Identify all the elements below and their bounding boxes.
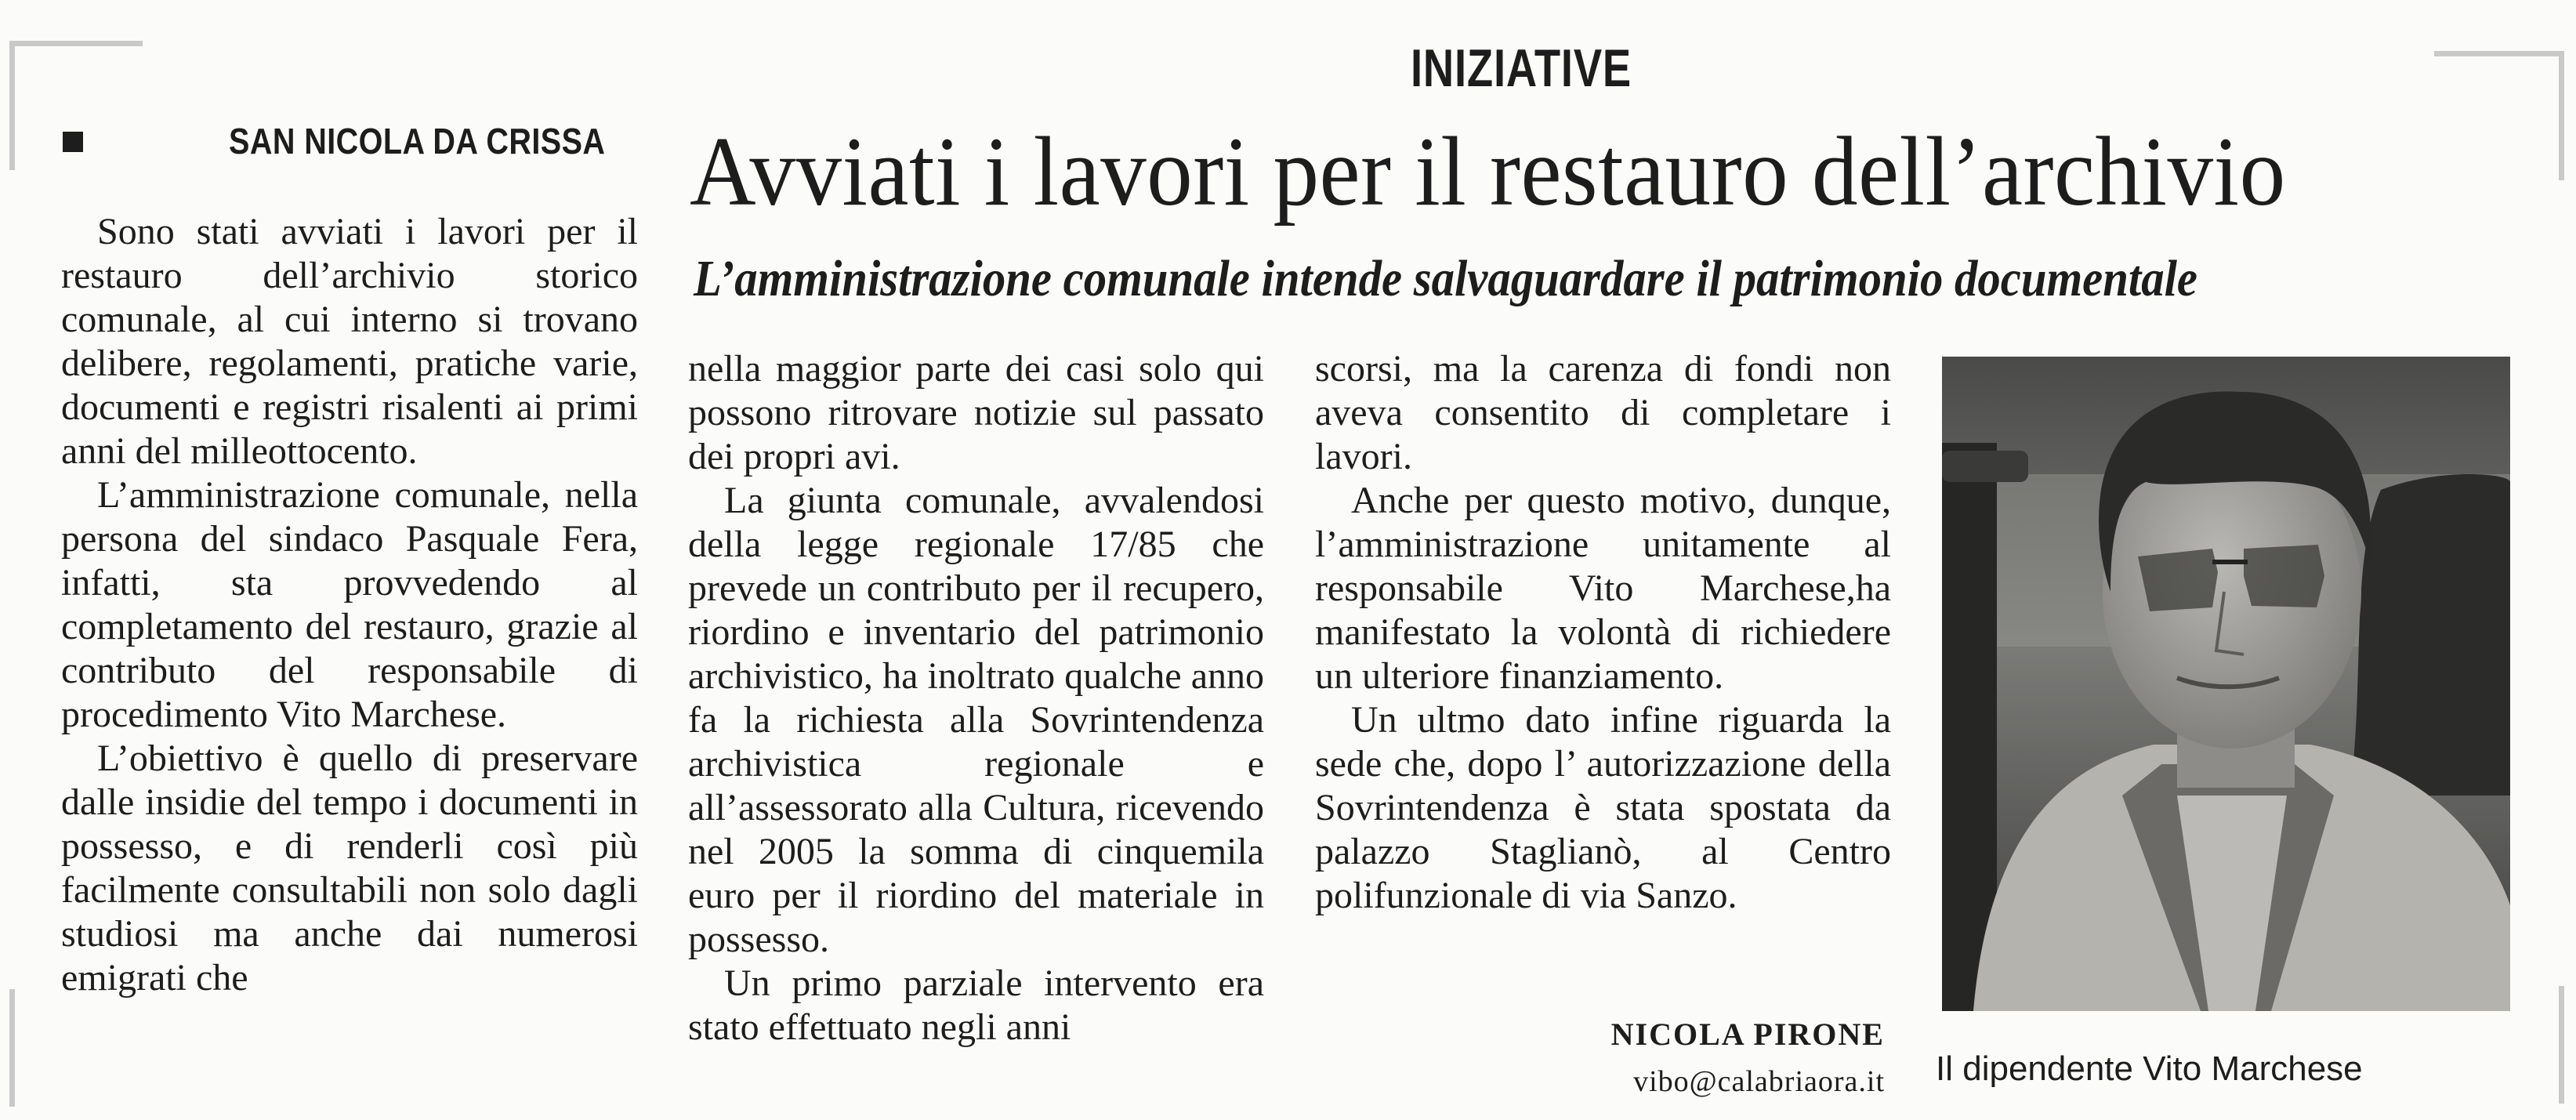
square-bullet-icon	[63, 132, 83, 152]
crop-mark-top-right-h	[2434, 51, 2564, 56]
paragraph: Un primo parziale intervento era stato effettuato negli anni	[688, 962, 1264, 1048]
paragraph: L’obiettivo è quello di preservare dalle insidie del tempo i documenti in possesso, e di renderli così più facilmente consultabili non solo dagli studiosi ma anche dai numerosi emigrati che	[61, 738, 638, 999]
article-column-2	[688, 347, 1264, 1049]
paragraph: Anche per questo motivo, dunque, l’amministrazione unitamente al responsabile Vito Marchese,ha manifestato la volontà di richiedere un ulteriore finanziamento.	[1315, 480, 1891, 697]
crop-mark-top-right-v	[2559, 51, 2564, 180]
paragraph: L’amministrazione comunale, nella persona del sindaco Pasquale Fera, infatti, sta provvedendo al completamento del restauro, grazie al contributo del responsabile di procedimento Vito Marchese.	[61, 474, 638, 735]
crop-mark-bottom-left-v	[9, 989, 15, 1107]
place-kicker: SAN NICOLA DA CRISSA	[229, 121, 606, 161]
subheadline: L’amministrazione comunale intende salvaguardare il patrimonio documentale	[694, 250, 2198, 307]
section-label: INIZIATIVE	[1411, 38, 1632, 98]
paragraph: Un ultmo dato infine riguarda la sede che, dopo l’ autorizzazione della Sovrintendenza è stata spostata da palazzo Staglianò, al Centro polifunzionale di via Sanzo.	[1315, 699, 1891, 916]
paragraph: nella maggior parte dei casi solo qui possono ritrovare notizie sul passato dei propri avi.	[688, 348, 1264, 477]
author-byline: NICOLA PIRONE	[1610, 1017, 1885, 1052]
paragraph: La giunta comunale, avvalendosi della legge regionale 17/85 che prevede un contributo per il recupero, riordino e inventario del patrimonio archivistico, ha inoltrato qualche anno fa la richiesta alla Sovrintendenza archivistica regionale e all’assessorato alla Cultura, ricevendo nel 2005 la somma di cinquemila euro per il riordino del materiale in possesso.	[688, 480, 1264, 960]
paragraph: scorsi, ma la carenza di fondi non aveva consentito di completare i lavori.	[1315, 348, 1891, 477]
headline: Avviati i lavori per il restauro dell’archivio	[690, 118, 2286, 227]
article-column-1	[61, 210, 638, 1000]
portrait-photo	[1942, 357, 2510, 1011]
photo-caption: Il dipendente Vito Marchese	[1936, 1049, 2363, 1088]
author-email: vibo@calabriaora.it	[1633, 1065, 1885, 1098]
crop-mark-top-left-v	[9, 41, 15, 170]
crop-mark-bottom-right-v	[2559, 986, 2564, 1104]
article-column-3	[1315, 347, 1891, 918]
crop-mark-top-left-h	[9, 41, 143, 46]
paragraph: Sono stati avviati i lavori per il restauro dell’archivio storico comunale, al cui interno si trovano delibere, regolamenti, pratiche varie, documenti e registri risalenti ai primi anni del milleottocento.	[61, 211, 638, 472]
portrait-illustration	[1942, 357, 2510, 1011]
